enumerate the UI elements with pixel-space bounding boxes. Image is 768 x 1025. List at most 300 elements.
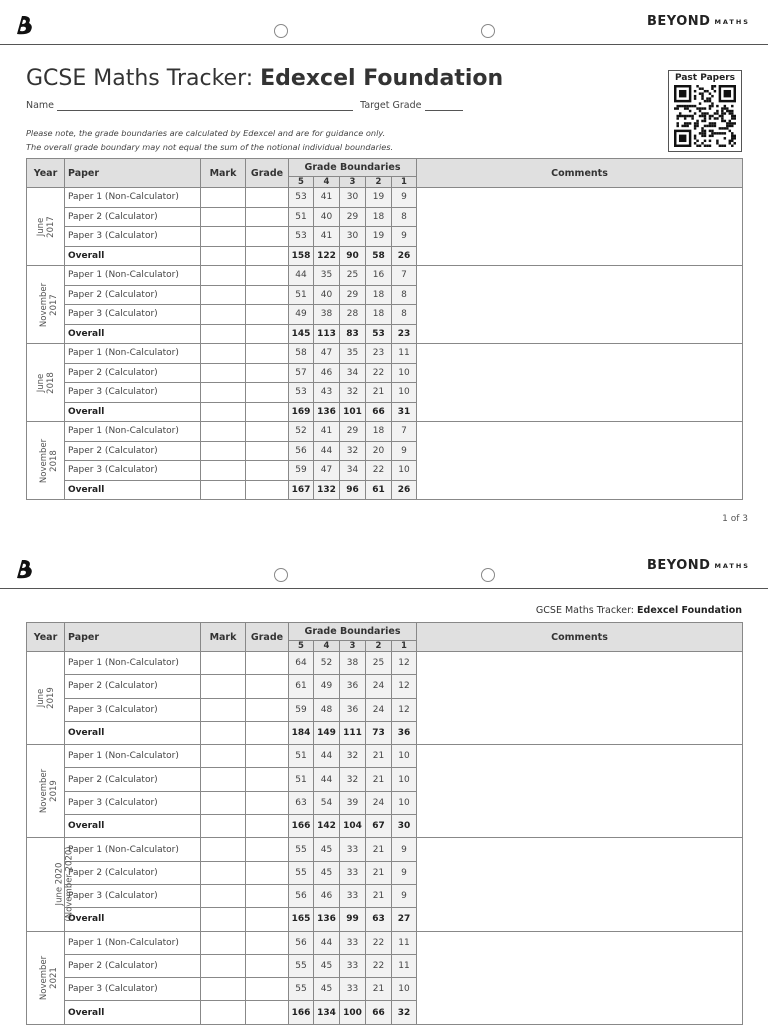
- year-label: June: [35, 373, 46, 392]
- boundary-cell: 134: [314, 1001, 340, 1024]
- grade-header-5: 5: [289, 177, 314, 188]
- boundary-cell: 9: [392, 861, 417, 884]
- mark-cell[interactable]: [201, 441, 246, 461]
- boundary-cell: 27: [392, 908, 417, 931]
- boundary-cell: 47: [314, 344, 340, 364]
- col-header-grade-boundaries: Grade Boundaries: [289, 623, 417, 641]
- grade-cell[interactable]: [246, 324, 289, 344]
- year-label: (November 2020): [64, 846, 75, 923]
- year-cell: [27, 266, 65, 344]
- boundary-cell: 21: [366, 383, 392, 403]
- mark-cell[interactable]: [201, 675, 246, 698]
- boundary-cell: 53: [366, 324, 392, 344]
- boundary-cell: 10: [392, 768, 417, 791]
- boundary-cell: 55: [289, 978, 314, 1001]
- paper-name: Paper 2 (Calculator): [65, 768, 201, 791]
- comments-cell[interactable]: [417, 422, 743, 500]
- mark-cell[interactable]: [201, 1001, 246, 1024]
- mark-cell[interactable]: [201, 324, 246, 344]
- boundary-cell: 48: [314, 698, 340, 721]
- year-label: 2017: [49, 293, 60, 316]
- paper-name: Paper 1 (Non-Calculator): [65, 422, 201, 442]
- boundary-cell: 8: [392, 207, 417, 227]
- mark-cell[interactable]: [201, 745, 246, 768]
- boundary-cell: 36: [340, 698, 366, 721]
- year-cell: [27, 931, 65, 1024]
- col-header-paper: Paper: [65, 623, 201, 652]
- paper-name: Paper 1 (Non-Calculator): [65, 745, 201, 768]
- boundary-cell: 40: [314, 285, 340, 305]
- boundary-cell: 32: [340, 383, 366, 403]
- grade-cell[interactable]: [246, 745, 289, 768]
- boundary-cell: 24: [366, 675, 392, 698]
- paper-name: Paper 3 (Calculator): [65, 698, 201, 721]
- mark-cell[interactable]: [201, 285, 246, 305]
- grade-cell[interactable]: [246, 838, 289, 861]
- paper-name: Paper 1 (Non-Calculator): [65, 838, 201, 861]
- boundary-cell: 149: [314, 721, 340, 744]
- table-row: [27, 266, 743, 286]
- boundary-cell: 169: [289, 402, 314, 422]
- paper-name: Paper 2 (Calculator): [65, 285, 201, 305]
- grade-cell[interactable]: [246, 768, 289, 791]
- grade-cell[interactable]: [246, 422, 289, 442]
- boundary-cell: 9: [392, 441, 417, 461]
- page-number: 1 of 3: [722, 514, 748, 524]
- year-cell: [27, 188, 65, 266]
- brand-wordmark: BEYOND MATHS: [646, 558, 750, 573]
- mark-cell[interactable]: [201, 344, 246, 364]
- mark-cell[interactable]: [201, 207, 246, 227]
- grade-cell[interactable]: [246, 978, 289, 1001]
- boundary-cell: 45: [314, 954, 340, 977]
- boundary-cell: 19: [366, 227, 392, 247]
- boundary-cell: 90: [340, 246, 366, 266]
- table-row: [27, 838, 743, 861]
- grade-cell[interactable]: [246, 815, 289, 838]
- page2-title: GCSE Maths Tracker: Edexcel Foundation: [535, 605, 742, 616]
- boundary-cell: 9: [392, 188, 417, 208]
- boundary-cell: 10: [392, 461, 417, 481]
- boundary-cell: 22: [366, 363, 392, 383]
- paper-name: Overall: [65, 721, 201, 744]
- boundary-cell: 66: [366, 402, 392, 422]
- qr-label: Past Papers: [675, 73, 735, 83]
- mark-cell[interactable]: [201, 652, 246, 675]
- boundary-cell: 63: [366, 908, 392, 931]
- grade-cell[interactable]: [246, 675, 289, 698]
- mark-cell[interactable]: [201, 363, 246, 383]
- mark-cell[interactable]: [201, 884, 246, 907]
- boundary-cell: 66: [366, 1001, 392, 1024]
- paper-name: Paper 2 (Calculator): [65, 441, 201, 461]
- paper-name: Overall: [65, 402, 201, 422]
- paper-name: Paper 2 (Calculator): [65, 954, 201, 977]
- name-label: Name: [26, 100, 55, 111]
- boundary-cell: 10: [392, 791, 417, 814]
- paper-name: Paper 3 (Calculator): [65, 978, 201, 1001]
- grade-cell[interactable]: [246, 383, 289, 403]
- boundary-cell: 51: [289, 207, 314, 227]
- boundary-cell: 38: [340, 652, 366, 675]
- boundary-cell: 100: [340, 1001, 366, 1024]
- mark-cell[interactable]: [201, 246, 246, 266]
- boundary-cell: 32: [340, 768, 366, 791]
- comments-cell[interactable]: [417, 745, 743, 838]
- name-row: [26, 100, 463, 111]
- comments-cell[interactable]: [417, 266, 743, 344]
- boundary-cell: 58: [366, 246, 392, 266]
- boundary-cell: 56: [289, 931, 314, 954]
- paper-name: Paper 3 (Calculator): [65, 461, 201, 481]
- boundary-cell: 166: [289, 815, 314, 838]
- boundary-cell: 18: [366, 207, 392, 227]
- boundary-cell: 24: [366, 698, 392, 721]
- paper-name: Paper 3 (Calculator): [65, 884, 201, 907]
- name-field[interactable]: [57, 100, 353, 111]
- boundary-cell: 53: [289, 227, 314, 247]
- grade-cell[interactable]: [246, 908, 289, 931]
- punch-hole-icon: [274, 568, 288, 582]
- boundary-cell: 51: [289, 768, 314, 791]
- boundary-cell: 53: [289, 188, 314, 208]
- boundary-cell: 99: [340, 908, 366, 931]
- boundary-cell: 41: [314, 188, 340, 208]
- grade-header-4: 4: [314, 641, 340, 652]
- table-row: [27, 422, 743, 442]
- grade-cell[interactable]: [246, 954, 289, 977]
- boundary-cell: 7: [392, 266, 417, 286]
- mark-cell[interactable]: [201, 791, 246, 814]
- boundary-cell: 122: [314, 246, 340, 266]
- paper-name: Paper 3 (Calculator): [65, 227, 201, 247]
- grade-cell[interactable]: [246, 698, 289, 721]
- boundary-cell: 53: [289, 383, 314, 403]
- col-header-comments: Comments: [417, 623, 743, 652]
- boundary-cell: 57: [289, 363, 314, 383]
- boundary-cell: 39: [340, 791, 366, 814]
- boundary-cell: 10: [392, 363, 417, 383]
- paper-name: Paper 2 (Calculator): [65, 363, 201, 383]
- mark-cell[interactable]: [201, 698, 246, 721]
- grade-header-2: 2: [366, 177, 392, 188]
- year-label: 2018: [49, 449, 60, 472]
- mark-cell[interactable]: [201, 227, 246, 247]
- boundary-cell: 21: [366, 768, 392, 791]
- mark-cell[interactable]: [201, 838, 246, 861]
- boundary-cell: 166: [289, 1001, 314, 1024]
- grade-cell[interactable]: [246, 188, 289, 208]
- boundary-cell: 136: [314, 402, 340, 422]
- paper-name: Overall: [65, 246, 201, 266]
- paper-name: Paper 2 (Calculator): [65, 861, 201, 884]
- table-row: [27, 931, 743, 954]
- grade-header-5: 5: [289, 641, 314, 652]
- mark-cell[interactable]: [201, 908, 246, 931]
- grade-cell[interactable]: [246, 461, 289, 481]
- mark-cell[interactable]: [201, 461, 246, 481]
- year-label: June 2020: [54, 863, 65, 906]
- boundary-cell: 44: [289, 266, 314, 286]
- boundary-cell: 33: [340, 954, 366, 977]
- grade-cell[interactable]: [246, 305, 289, 325]
- mark-cell[interactable]: [201, 480, 246, 500]
- boundary-cell: 104: [340, 815, 366, 838]
- grade-cell[interactable]: [246, 1001, 289, 1024]
- mark-cell[interactable]: [201, 402, 246, 422]
- year-cell: [27, 422, 65, 500]
- boundary-cell: 35: [340, 344, 366, 364]
- mark-cell[interactable]: [201, 954, 246, 977]
- boundary-cell: 10: [392, 978, 417, 1001]
- boundary-cell: 184: [289, 721, 314, 744]
- past-papers-qr[interactable]: [668, 70, 742, 152]
- boundary-cell: 83: [340, 324, 366, 344]
- boundary-cell: 36: [340, 675, 366, 698]
- mark-cell[interactable]: [201, 383, 246, 403]
- grade-cell[interactable]: [246, 285, 289, 305]
- boundary-cell: 45: [314, 861, 340, 884]
- grade-cell[interactable]: [246, 884, 289, 907]
- punch-hole-icon: [274, 24, 288, 38]
- mark-cell[interactable]: [201, 931, 246, 954]
- boundary-cell: 56: [289, 884, 314, 907]
- boundary-cell: 51: [289, 285, 314, 305]
- col-header-year: Year: [27, 159, 65, 188]
- boundary-cell: 21: [366, 838, 392, 861]
- year-cell: [27, 652, 65, 745]
- comments-cell[interactable]: [417, 652, 743, 745]
- boundary-cell: 18: [366, 285, 392, 305]
- year-cell: [27, 344, 65, 422]
- year-label: 2019: [45, 687, 56, 709]
- boundary-cell: 41: [314, 227, 340, 247]
- grade-header-2: 2: [366, 641, 392, 652]
- boundary-cell: 47: [314, 461, 340, 481]
- boundary-cell: 12: [392, 698, 417, 721]
- comments-cell[interactable]: [417, 344, 743, 422]
- boundary-cell: 9: [392, 884, 417, 907]
- grade-cell[interactable]: [246, 207, 289, 227]
- grade-cell[interactable]: [246, 652, 289, 675]
- boundary-cell: 45: [314, 978, 340, 1001]
- boundary-cell: 111: [340, 721, 366, 744]
- boundary-cell: 34: [340, 363, 366, 383]
- boundary-cell: 56: [289, 441, 314, 461]
- grade-header-3: 3: [340, 177, 366, 188]
- mark-cell[interactable]: [201, 978, 246, 1001]
- boundary-cell: 55: [289, 954, 314, 977]
- target-grade-label: Target Grade: [360, 100, 422, 111]
- boundary-cell: 167: [289, 480, 314, 500]
- punch-hole-icon: [481, 24, 495, 38]
- grade-cell[interactable]: [246, 227, 289, 247]
- boundary-cell: 64: [289, 652, 314, 675]
- grade-header-4: 4: [314, 177, 340, 188]
- boundary-cell: 11: [392, 344, 417, 364]
- boundary-cell: 142: [314, 815, 340, 838]
- boundary-cell: 7: [392, 422, 417, 442]
- boundary-cell: 19: [366, 188, 392, 208]
- grade-cell[interactable]: [246, 721, 289, 744]
- boundary-cell: 44: [314, 441, 340, 461]
- boundary-cell: 12: [392, 675, 417, 698]
- punch-hole-icon: [481, 568, 495, 582]
- qr-code-icon: [674, 85, 736, 147]
- col-header-mark: Mark: [201, 623, 246, 652]
- paper-name: Paper 2 (Calculator): [65, 207, 201, 227]
- grade-cell[interactable]: [246, 344, 289, 364]
- boundary-cell: 101: [340, 402, 366, 422]
- table-row: [27, 188, 743, 208]
- mark-cell[interactable]: [201, 721, 246, 744]
- mark-cell[interactable]: [201, 815, 246, 838]
- boundary-cell: 44: [314, 745, 340, 768]
- boundary-cell: 46: [314, 363, 340, 383]
- grade-cell[interactable]: [246, 480, 289, 500]
- grade-cell[interactable]: [246, 791, 289, 814]
- page-title: GCSE Maths Tracker: Edexcel Foundation: [26, 66, 504, 91]
- boundary-cell: 132: [314, 480, 340, 500]
- boundary-cell: 30: [340, 227, 366, 247]
- boundary-cell: 59: [289, 698, 314, 721]
- boundary-cell: 23: [392, 324, 417, 344]
- boundary-cell: 29: [340, 285, 366, 305]
- year-label: 2021: [49, 966, 60, 989]
- mark-cell[interactable]: [201, 861, 246, 884]
- boundary-cell: 59: [289, 461, 314, 481]
- note-line: The overall grade boundary may not equal the sum of the notional individual boundaries.: [26, 142, 394, 152]
- table-row: [27, 652, 743, 675]
- grade-header-3: 3: [340, 641, 366, 652]
- boundary-cell: 29: [340, 422, 366, 442]
- boundary-cell: 67: [366, 815, 392, 838]
- boundary-cell: 11: [392, 954, 417, 977]
- boundary-cell: 52: [314, 652, 340, 675]
- boundary-cell: 51: [289, 745, 314, 768]
- boundary-cell: 113: [314, 324, 340, 344]
- year-label: 2018: [45, 371, 56, 394]
- boundary-cell: 136: [314, 908, 340, 931]
- year-label: November: [39, 955, 50, 1000]
- boundary-cell: 18: [366, 305, 392, 325]
- boundary-cell: 21: [366, 978, 392, 1001]
- boundary-cell: 49: [289, 305, 314, 325]
- mark-cell[interactable]: [201, 422, 246, 442]
- boundary-cell: 26: [392, 480, 417, 500]
- year-label: June: [35, 217, 46, 236]
- year-label: June: [35, 688, 46, 708]
- boundary-cell: 8: [392, 285, 417, 305]
- mark-cell[interactable]: [201, 188, 246, 208]
- boundary-cell: 29: [340, 207, 366, 227]
- boundary-cell: 12: [392, 652, 417, 675]
- boundary-cell: 44: [314, 768, 340, 791]
- year-label: 2019: [49, 780, 60, 803]
- boundary-cell: 22: [366, 461, 392, 481]
- boundary-cell: 10: [392, 383, 417, 403]
- year-label: 2017: [45, 215, 56, 238]
- boundary-cell: 33: [340, 861, 366, 884]
- page-header: [0, 544, 768, 589]
- mark-cell[interactable]: [201, 266, 246, 286]
- grade-cell[interactable]: [246, 402, 289, 422]
- col-header-paper: Paper: [65, 159, 201, 188]
- paper-name: Paper 2 (Calculator): [65, 675, 201, 698]
- grade-cell[interactable]: [246, 363, 289, 383]
- col-header-grade: Grade: [246, 623, 289, 652]
- boundary-cell: 52: [289, 422, 314, 442]
- paper-name: Paper 1 (Non-Calculator): [65, 266, 201, 286]
- paper-name: Overall: [65, 1001, 201, 1024]
- boundary-cell: 33: [340, 838, 366, 861]
- mark-cell[interactable]: [201, 305, 246, 325]
- boundary-cell: 54: [314, 791, 340, 814]
- beyond-logo-icon: [14, 14, 36, 36]
- boundary-cell: 22: [366, 931, 392, 954]
- paper-name: Paper 1 (Non-Calculator): [65, 188, 201, 208]
- boundary-cell: 36: [392, 721, 417, 744]
- grade-header-1: 1: [392, 641, 417, 652]
- boundary-cell: 49: [314, 675, 340, 698]
- boundary-cell: 41: [314, 422, 340, 442]
- grade-cell[interactable]: [246, 266, 289, 286]
- boundary-cell: 28: [340, 305, 366, 325]
- boundary-cell: 25: [366, 652, 392, 675]
- boundary-cell: 61: [366, 480, 392, 500]
- paper-name: Paper 3 (Calculator): [65, 305, 201, 325]
- boundary-cell: 44: [314, 931, 340, 954]
- paper-name: Paper 3 (Calculator): [65, 383, 201, 403]
- target-grade-field[interactable]: [425, 100, 463, 111]
- grade-cell[interactable]: [246, 441, 289, 461]
- comments-cell[interactable]: [417, 188, 743, 266]
- boundary-cell: 33: [340, 978, 366, 1001]
- paper-name: Paper 1 (Non-Calculator): [65, 344, 201, 364]
- boundary-cell: 32: [340, 441, 366, 461]
- paper-name: Paper 1 (Non-Calculator): [65, 652, 201, 675]
- boundary-cell: 96: [340, 480, 366, 500]
- comments-cell[interactable]: [417, 838, 743, 931]
- boundary-cell: 33: [340, 931, 366, 954]
- year-label: November: [39, 769, 50, 814]
- boundary-cell: 43: [314, 383, 340, 403]
- boundary-cell: 25: [340, 266, 366, 286]
- boundary-cell: 21: [366, 745, 392, 768]
- boundary-cell: 24: [366, 791, 392, 814]
- boundary-cell: 32: [392, 1001, 417, 1024]
- boundary-cell: 11: [392, 931, 417, 954]
- boundary-cell: 32: [340, 745, 366, 768]
- boundary-cell: 45: [314, 838, 340, 861]
- comments-cell[interactable]: [417, 931, 743, 1024]
- paper-name: Overall: [65, 480, 201, 500]
- year-label: November: [39, 438, 50, 483]
- boundary-cell: 9: [392, 227, 417, 247]
- boundary-cell: 22: [366, 954, 392, 977]
- boundary-cell: 20: [366, 441, 392, 461]
- mark-cell[interactable]: [201, 768, 246, 791]
- boundary-cell: 18: [366, 422, 392, 442]
- boundary-cell: 30: [392, 815, 417, 838]
- table-row: [27, 344, 743, 364]
- grade-cell[interactable]: [246, 861, 289, 884]
- paper-name: Overall: [65, 815, 201, 838]
- grade-cell[interactable]: [246, 931, 289, 954]
- grade-cell[interactable]: [246, 246, 289, 266]
- year-label: November: [39, 282, 50, 327]
- boundary-cell: 61: [289, 675, 314, 698]
